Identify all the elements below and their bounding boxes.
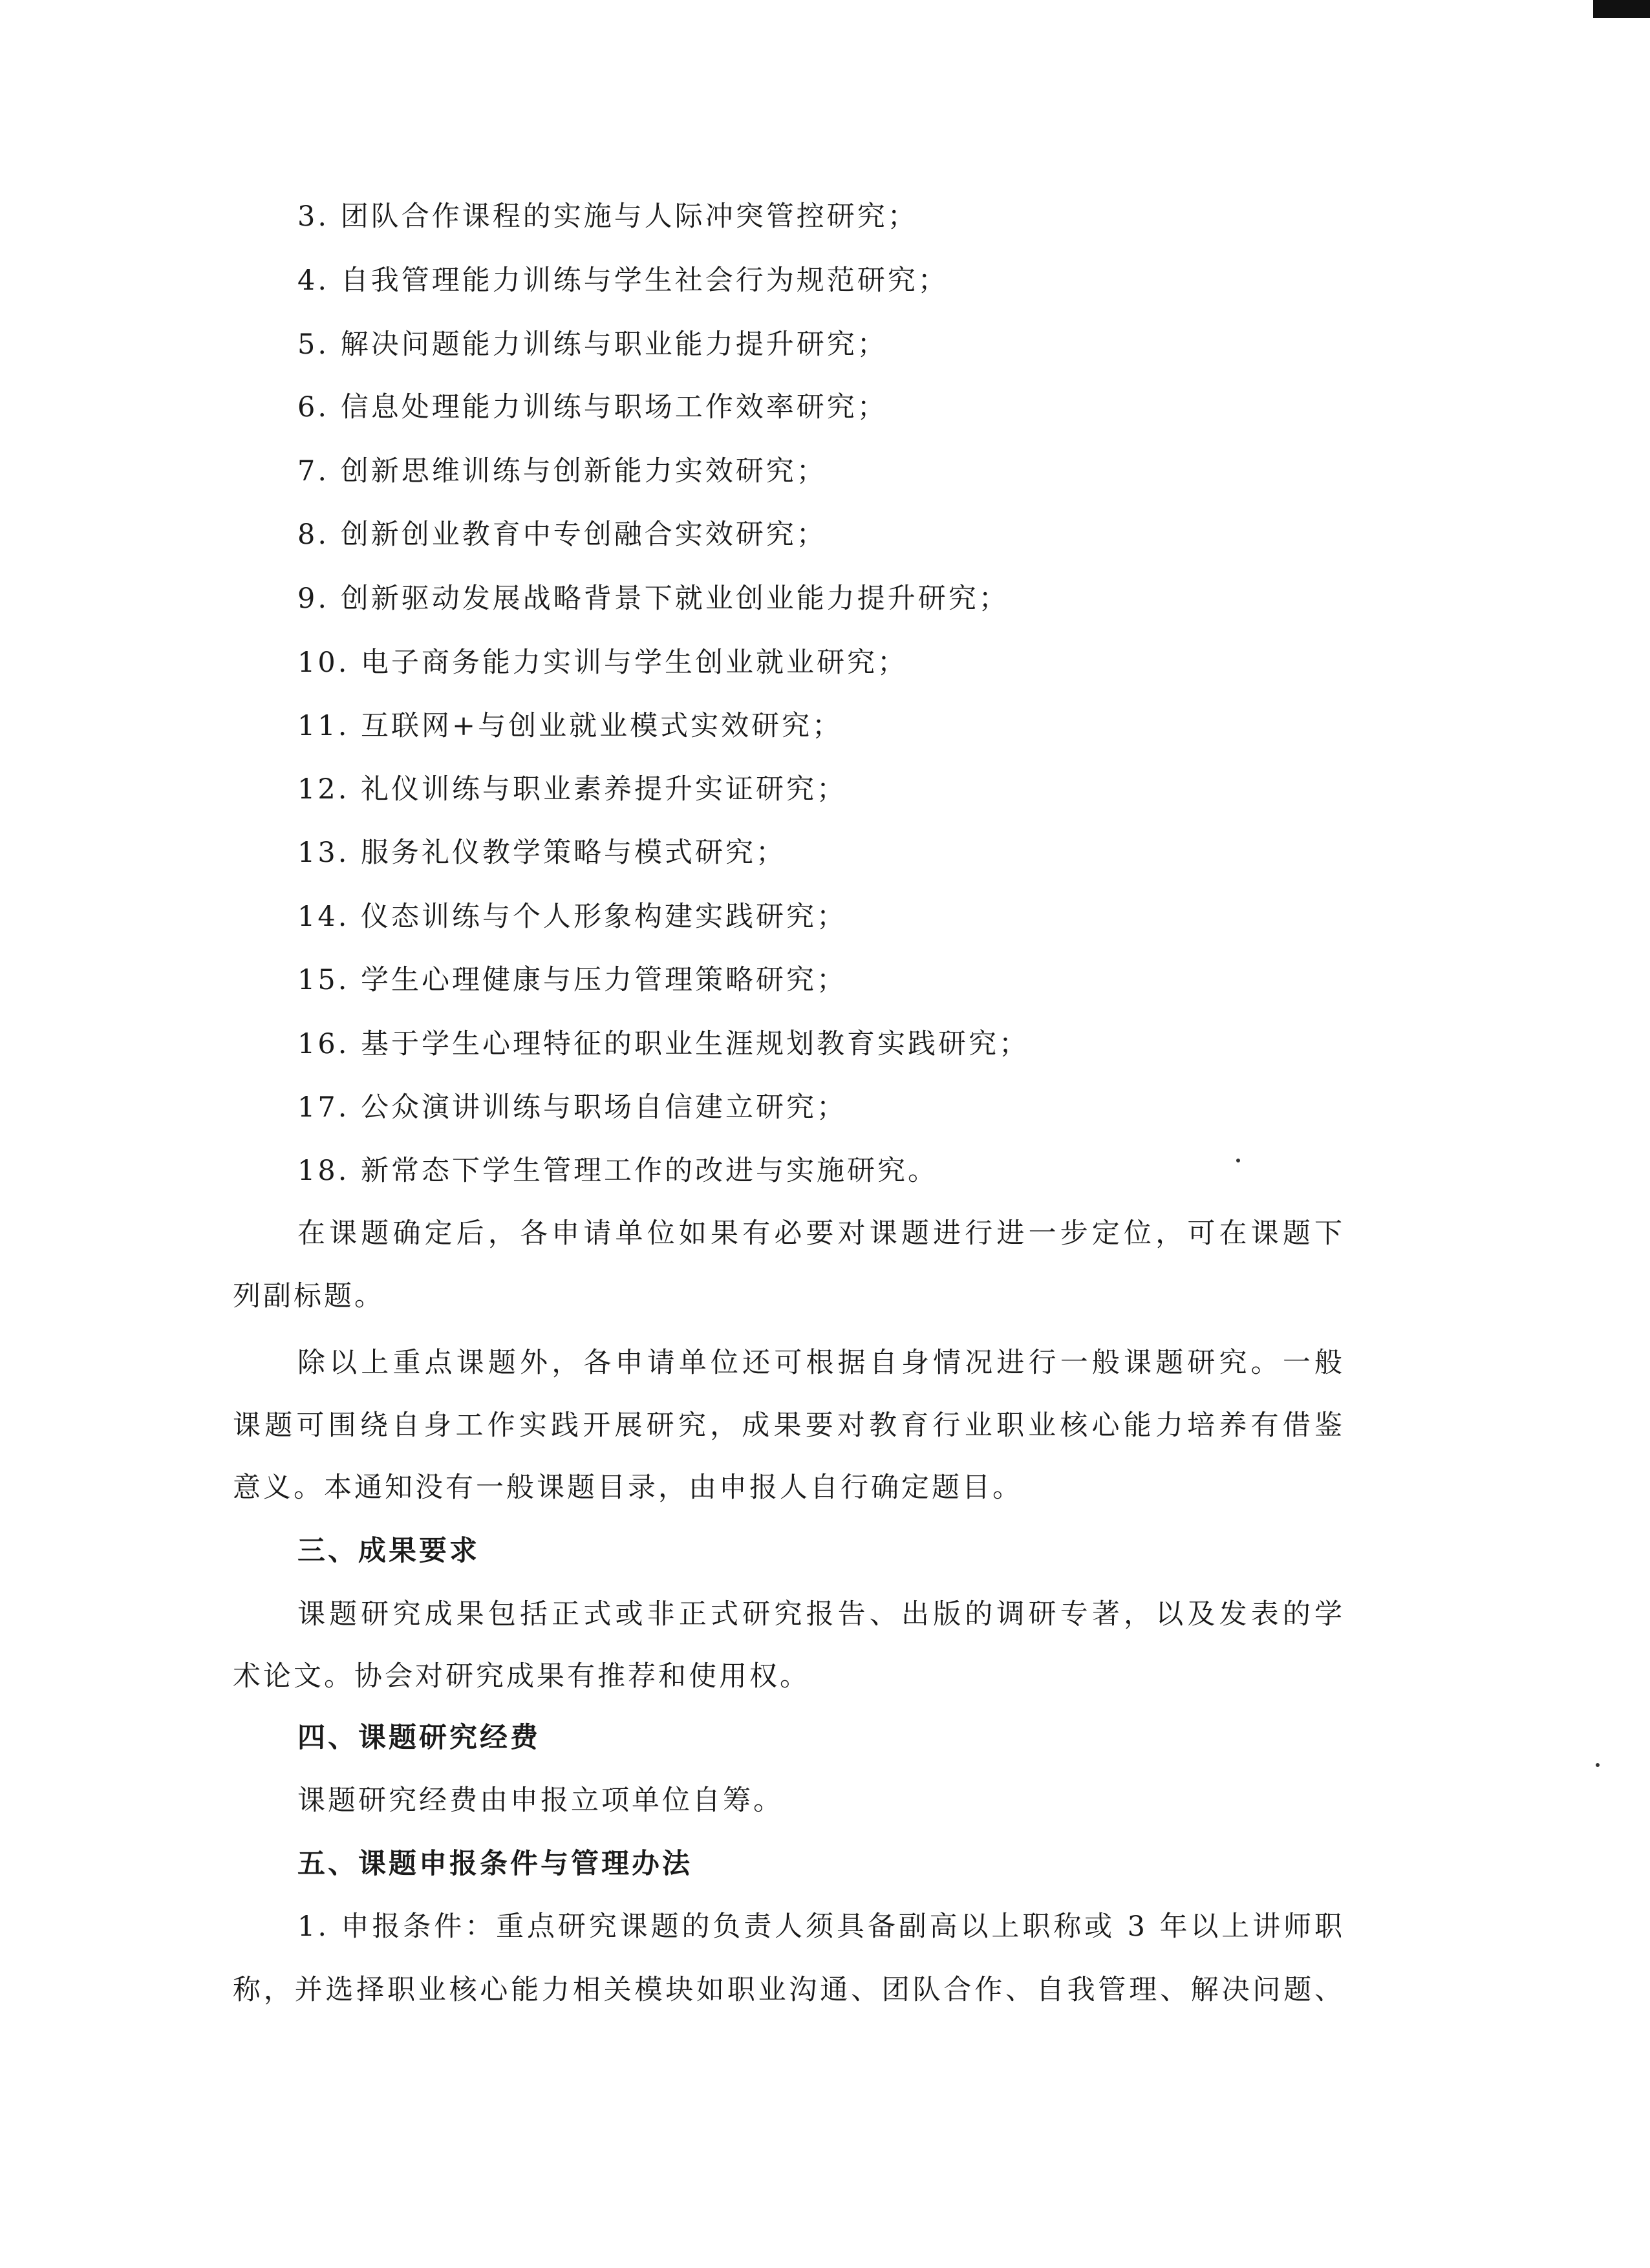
paragraph-line: 列副标题。 [233,1280,385,1312]
list-item: 9. 创新驱动发展战略背景下就业创业能力提升研究； [297,583,1009,615]
scan-speck [1236,1159,1240,1162]
paragraph-line: 1. 申报条件：重点研究课题的负责人须具备副高以上职称或 3 年以上讲师职 [297,1910,1345,1943]
list-item: 14. 仪态训练与个人形象构建实践研究； [297,901,848,933]
scan-edge-mark [1593,0,1650,18]
list-item: 18. 新常态下学生管理工作的改进与实施研究。 [297,1155,939,1187]
paragraph-line: 课题研究经费由申报立项单位自筹。 [297,1784,784,1817]
scan-speck [1596,1763,1600,1767]
list-item: 4. 自我管理能力训练与学生社会行为规范研究； [297,264,948,297]
paragraph-line: 意义。本通知没有一般课题目录，由申报人自行确定题目。 [233,1471,1023,1504]
section-heading: 四、课题研究经费 [297,1722,541,1754]
list-item: 10. 电子商务能力实训与学生创业就业研究； [297,647,908,679]
list-item: 3. 团队合作课程的实施与人际冲突管控研究； [297,200,918,233]
section-heading: 三、成果要求 [297,1535,480,1567]
paragraph-line: 称，并选择职业核心能力相关模块如职业沟通、团队合作、自我管理、解决问题、 [233,1974,1345,2006]
section-heading: 五、课题申报条件与管理办法 [297,1848,692,1880]
list-item: 5. 解决问题能力训练与职业能力提升研究； [297,328,888,361]
paragraph-line: 在课题确定后，各申请单位如果有必要对课题进行进一步定位，可在课题下 [297,1217,1345,1250]
list-item: 16. 基于学生心理特征的职业生涯规划教育实践研究； [297,1028,1030,1060]
paragraph-line: 除以上重点课题外，各申请单位还可根据自身情况进行一般课题研究。一般 [297,1347,1345,1379]
list-item: 7. 创新思维训练与创新能力实效研究； [297,455,827,487]
list-item: 8. 创新创业教育中专创融合实效研究； [297,519,827,551]
paragraph-line: 课题可围绕自身工作实践开展研究，成果要对教育行业职业核心能力培养有借鉴 [233,1409,1345,1442]
list-item: 12. 礼仪训练与职业素养提升实证研究； [297,773,848,806]
list-item: 6. 信息处理能力训练与职场工作效率研究； [297,391,888,423]
list-item: 13. 服务礼仪教学策略与模式研究； [297,837,787,869]
paragraph-line: 术论文。协会对研究成果有推荐和使用权。 [233,1660,810,1693]
list-item: 11. 互联网+与创业就业模式实效研究； [297,710,843,742]
paragraph-line: 课题研究成果包括正式或非正式研究报告、出版的调研专著，以及发表的学 [297,1598,1345,1631]
list-item: 15. 学生心理健康与压力管理策略研究； [297,964,848,996]
list-item: 17. 公众演讲训练与职场自信建立研究； [297,1091,848,1124]
